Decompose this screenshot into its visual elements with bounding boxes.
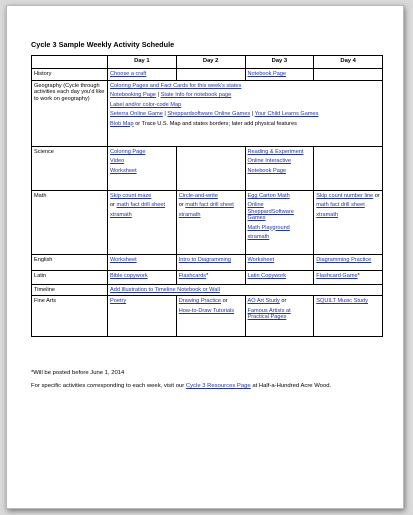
day-1-cell — [108, 191, 177, 255]
day-1-cell — [108, 147, 177, 191]
activity-link[interactable]: Math Playground — [247, 224, 290, 231]
cell-line — [248, 234, 312, 240]
activity-link[interactable]: Coloring Pages and Fact Cards for this week's states — [110, 83, 242, 89]
activity-link[interactable]: math fact drill sheet — [185, 202, 234, 209]
subject-geography: Geography (Cycle through activities each day you'd like to work on geography) — [32, 81, 108, 147]
activity-link[interactable]: Reading & Experiment — [247, 149, 304, 155]
cell-line — [179, 257, 243, 263]
activity-link[interactable]: Online Interactive — [247, 158, 292, 165]
subject-science: Science — [32, 147, 108, 191]
day-4-cell — [314, 191, 383, 255]
cell-line — [110, 202, 174, 208]
header-day-1: Day 1 — [108, 56, 177, 69]
day-1-cell — [108, 69, 177, 81]
cell-line — [248, 168, 312, 174]
cell-text: or — [110, 202, 117, 209]
header-day-4: Day 4 — [314, 56, 383, 69]
day-3-cell — [245, 271, 314, 285]
resources-note-text-end: at Half-a-Hundred Acre Wood. — [250, 383, 332, 389]
cell-line — [248, 225, 312, 231]
activity-link[interactable]: Intro to Diagramming — [178, 257, 231, 263]
cell-line — [248, 193, 312, 199]
activity-link[interactable]: xtramath — [316, 211, 339, 218]
activity-link[interactable]: Notebook Page — [247, 71, 287, 77]
activity-link[interactable]: Notebook Page — [247, 167, 287, 174]
activity-link[interactable]: Diagramming Practice — [316, 257, 372, 263]
cell-line — [316, 193, 380, 199]
day-2-cell — [176, 296, 245, 337]
day-1-cell — [108, 271, 177, 285]
activity-link[interactable]: How-to-Draw Tutorials — [178, 307, 235, 314]
activity-link[interactable]: Blob Map — [110, 120, 134, 127]
activity-link[interactable]: Famous Artists at Practical Pages — [247, 307, 291, 321]
activity-link[interactable]: Online SheppardSoftware Games — [247, 202, 294, 222]
activity-link[interactable]: xtramath — [247, 234, 270, 241]
subject-math: Math — [32, 191, 108, 255]
cell-text: | — [156, 92, 161, 99]
cell-line — [248, 298, 312, 304]
activity-link[interactable]: Video — [110, 158, 125, 165]
cell-line — [110, 121, 380, 127]
activity-link[interactable]: Worksheet — [110, 167, 137, 174]
cell-line — [110, 193, 174, 199]
cell-line — [316, 257, 380, 263]
day-2-cell — [176, 191, 245, 255]
cell-line — [248, 308, 312, 321]
day-3-cell — [245, 69, 314, 81]
schedule-table — [31, 55, 383, 337]
cell-text: | — [162, 111, 168, 118]
cell-text: or — [221, 298, 228, 305]
cell-line — [110, 92, 380, 98]
activity-link[interactable]: Skip count maze — [110, 193, 152, 199]
cell-line — [316, 273, 380, 279]
cell-line — [248, 71, 312, 77]
activity-link[interactable]: SQUILT Music Study — [316, 298, 368, 305]
merged-cell — [108, 285, 383, 296]
activity-link[interactable]: Label and/or color-code Map — [110, 101, 182, 108]
activity-link[interactable]: AO Art Study — [247, 298, 280, 305]
day-3-cell — [245, 147, 314, 191]
footnote: *Will be posted before June 1, 2014 — [31, 370, 125, 376]
day-2-cell — [176, 147, 245, 191]
cell-text: * — [357, 273, 360, 279]
table-row — [32, 255, 383, 271]
cell-line — [110, 257, 174, 263]
table-row — [32, 69, 383, 81]
day-3-cell — [245, 296, 314, 337]
resources-note-text: For specific activities corresponding to each week, visit our — [31, 383, 186, 389]
table-row — [32, 191, 383, 255]
day-1-cell — [108, 255, 177, 271]
cell-line — [248, 273, 312, 279]
activity-link[interactable]: Worksheet — [247, 257, 275, 263]
resources-note — [31, 383, 383, 390]
day-2-cell — [176, 255, 245, 271]
subject-timeline: Timeline — [32, 285, 108, 296]
activity-link[interactable]: State Info for notebook page — [160, 92, 232, 99]
cell-text: * — [206, 273, 209, 279]
cell-line — [179, 273, 243, 279]
day-4-cell — [314, 271, 383, 285]
cell-line — [110, 298, 174, 304]
document-page — [6, 5, 404, 509]
activity-link[interactable]: Circle-and-write — [178, 193, 218, 199]
subject-history: History — [32, 69, 108, 81]
activity-link[interactable]: Seterra Online Game — [110, 111, 163, 118]
day-2-cell — [176, 271, 245, 285]
cell-line — [110, 212, 174, 218]
cell-line — [110, 149, 174, 155]
cell-line — [248, 158, 312, 164]
activity-link[interactable]: Flashcard Game — [316, 273, 358, 279]
day-3-cell — [245, 191, 314, 255]
cell-line — [110, 158, 174, 164]
day-1-cell — [108, 296, 177, 337]
cell-text: or — [373, 193, 380, 199]
subject-fine-arts: Fine Arts — [32, 296, 108, 337]
activity-link[interactable]: Choose a craft — [110, 71, 147, 77]
cell-line — [179, 298, 243, 304]
day-4-cell — [314, 147, 383, 191]
activity-link[interactable]: Your Child Learns Games — [254, 111, 319, 118]
table-row — [32, 296, 383, 337]
cell-line — [110, 83, 380, 89]
cell-line — [110, 71, 174, 77]
table-row — [32, 271, 383, 285]
activity-link[interactable]: Drawing Practice — [178, 298, 222, 305]
cell-line — [248, 149, 312, 155]
table-header-row — [32, 56, 383, 69]
day-4-cell — [314, 69, 383, 81]
cell-text: | — [250, 111, 255, 118]
cell-line — [110, 102, 380, 108]
table-row — [32, 147, 383, 191]
cell-line — [248, 257, 312, 263]
activity-link[interactable]: xtramath — [110, 211, 132, 218]
schedule-body — [32, 69, 383, 337]
activity-link[interactable]: Poetry — [110, 298, 127, 305]
cell-line — [316, 202, 380, 208]
activity-link[interactable]: Bible copywork — [110, 273, 148, 279]
cell-text: or — [178, 202, 186, 209]
header-day-3: Day 3 — [245, 56, 314, 69]
header-day-2: Day 2 — [176, 56, 245, 69]
cell-line — [179, 193, 243, 199]
header-subject — [32, 56, 108, 69]
cell-line — [110, 273, 174, 279]
cell-line — [248, 202, 312, 221]
table-row — [32, 81, 383, 147]
cell-line — [179, 308, 243, 314]
cell-line — [179, 202, 243, 208]
activity-link[interactable]: Coloring Page — [110, 149, 146, 155]
day-3-cell — [245, 255, 314, 271]
subject-latin: Latin — [32, 271, 108, 285]
activity-link[interactable]: Egg Carton Math — [247, 193, 290, 199]
activity-link[interactable]: Add Illustration to Timeline Notebook or Wall — [110, 287, 220, 293]
cell-line — [179, 212, 243, 218]
table-row — [32, 285, 383, 296]
merged-cell — [108, 81, 383, 147]
resources-page-link[interactable]: Cycle 3 Resources Page — [185, 383, 251, 389]
activity-link[interactable]: Worksheet — [110, 257, 137, 263]
activity-link[interactable]: Latin Copywork — [247, 273, 287, 279]
activity-link[interactable]: xtramath — [178, 211, 201, 218]
cell-line — [110, 168, 174, 174]
cell-line — [316, 212, 380, 218]
activity-link[interactable]: Flashcards — [178, 273, 207, 279]
cell-text: or — [279, 298, 287, 305]
cell-line — [316, 298, 380, 304]
day-4-cell — [314, 255, 383, 271]
activity-link[interactable]: Skip count number line — [316, 193, 374, 199]
activity-link[interactable]: Sheppardsoftware Online Games — [167, 111, 251, 118]
day-4-cell — [314, 296, 383, 337]
activity-link[interactable]: math fact drill sheet — [316, 202, 365, 209]
page-title: Cycle 3 Sample Weekly Activity Schedule — [31, 40, 175, 49]
activity-link[interactable]: math fact drill sheet — [116, 202, 166, 209]
day-2-cell — [176, 69, 245, 81]
cell-text: or Trace U.S. Map and states borders; later add physical features — [133, 120, 297, 127]
activity-link[interactable]: Notebooking Page — [110, 92, 157, 99]
cell-line — [110, 111, 380, 117]
cell-line — [110, 287, 380, 293]
subject-english: English — [32, 255, 108, 271]
